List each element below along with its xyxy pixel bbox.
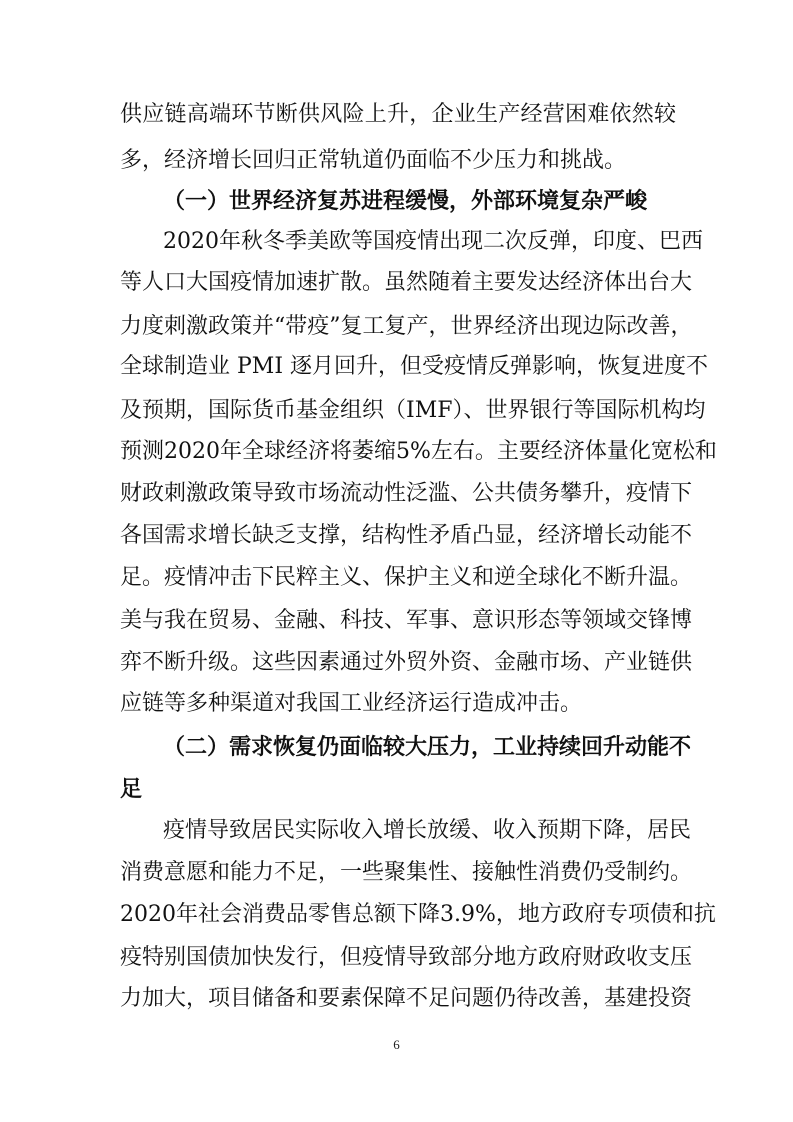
body-text-line: 应链等多种渠道对我国工业经济运行造成冲击。: [120, 691, 583, 716]
body-text-line: 美与我在贸易、金融、科技、军事、意识形态等领域交锋博: [120, 608, 693, 633]
body-text-line: 供应链高端环节断供风险上升，企业生产经营困难依然较: [120, 102, 676, 127]
body-text-line: 及预期，国际货币基金组织（IMF）、世界银行等国际机构均: [120, 398, 706, 423]
body-text-line: 预测2020年全球经济将萎缩5%左右。主要经济体量化宽松和: [120, 439, 717, 464]
body-text-line: 财政刺激政策导致市场流动性泛滥、公共债务攀升，疫情下: [120, 481, 693, 506]
section-heading-2: （二）需求恢复仍面临较大压力，工业持续回升动能不: [163, 734, 692, 760]
body-text-line: 各国需求增长缺乏支撑，结构性矛盾凸显，经济增长动能不: [120, 523, 693, 548]
body-text-line: 多，经济增长回归正常轨道仍面临不少压力和挑战。: [120, 148, 627, 173]
body-text-line: 等人口大国疫情加速扩散。虽然随着主要发达经济体出台大: [120, 270, 693, 295]
body-text-line: 力加大，项目储备和要素保障不足问题仍待改善，基建投资: [120, 986, 693, 1011]
body-text-line: 消费意愿和能力不足，一些聚集性、接触性消费仍受制约。: [120, 860, 693, 885]
page-number: 6: [393, 1037, 400, 1052]
body-text-line: 足。疫情冲击下民粹主义、保护主义和逆全球化不断升温。: [120, 565, 693, 590]
section-heading-2-continued: 足: [120, 776, 143, 802]
body-text-line: 力度刺激政策并“带疫”复工复产，世界经济出现边际改善，: [120, 314, 693, 339]
body-text-line: 疫特别国债加快发行，但疫情导致部分地方政府财政收支压: [120, 945, 693, 970]
body-text-line: 疫情导致居民实际收入增长放缓、收入预期下降，居民: [163, 818, 692, 843]
body-text-line: 弈不断升级。这些因素通过外贸外资、金融市场、产业链供: [120, 650, 693, 675]
body-text-line: 全球制造业 PMI 逐月回升，但受疫情反弹影响，恢复进度不: [120, 354, 709, 379]
body-text-line: 2020年秋冬季美欧等国疫情出现二次反弹，印度、巴西: [163, 229, 703, 254]
body-text-line: 2020年社会消费品零售总额下降3.9%，地方政府专项债和抗: [120, 902, 716, 927]
section-heading-1: （一）世界经济复苏进程缓慢，外部环境复杂严峻: [163, 188, 648, 214]
